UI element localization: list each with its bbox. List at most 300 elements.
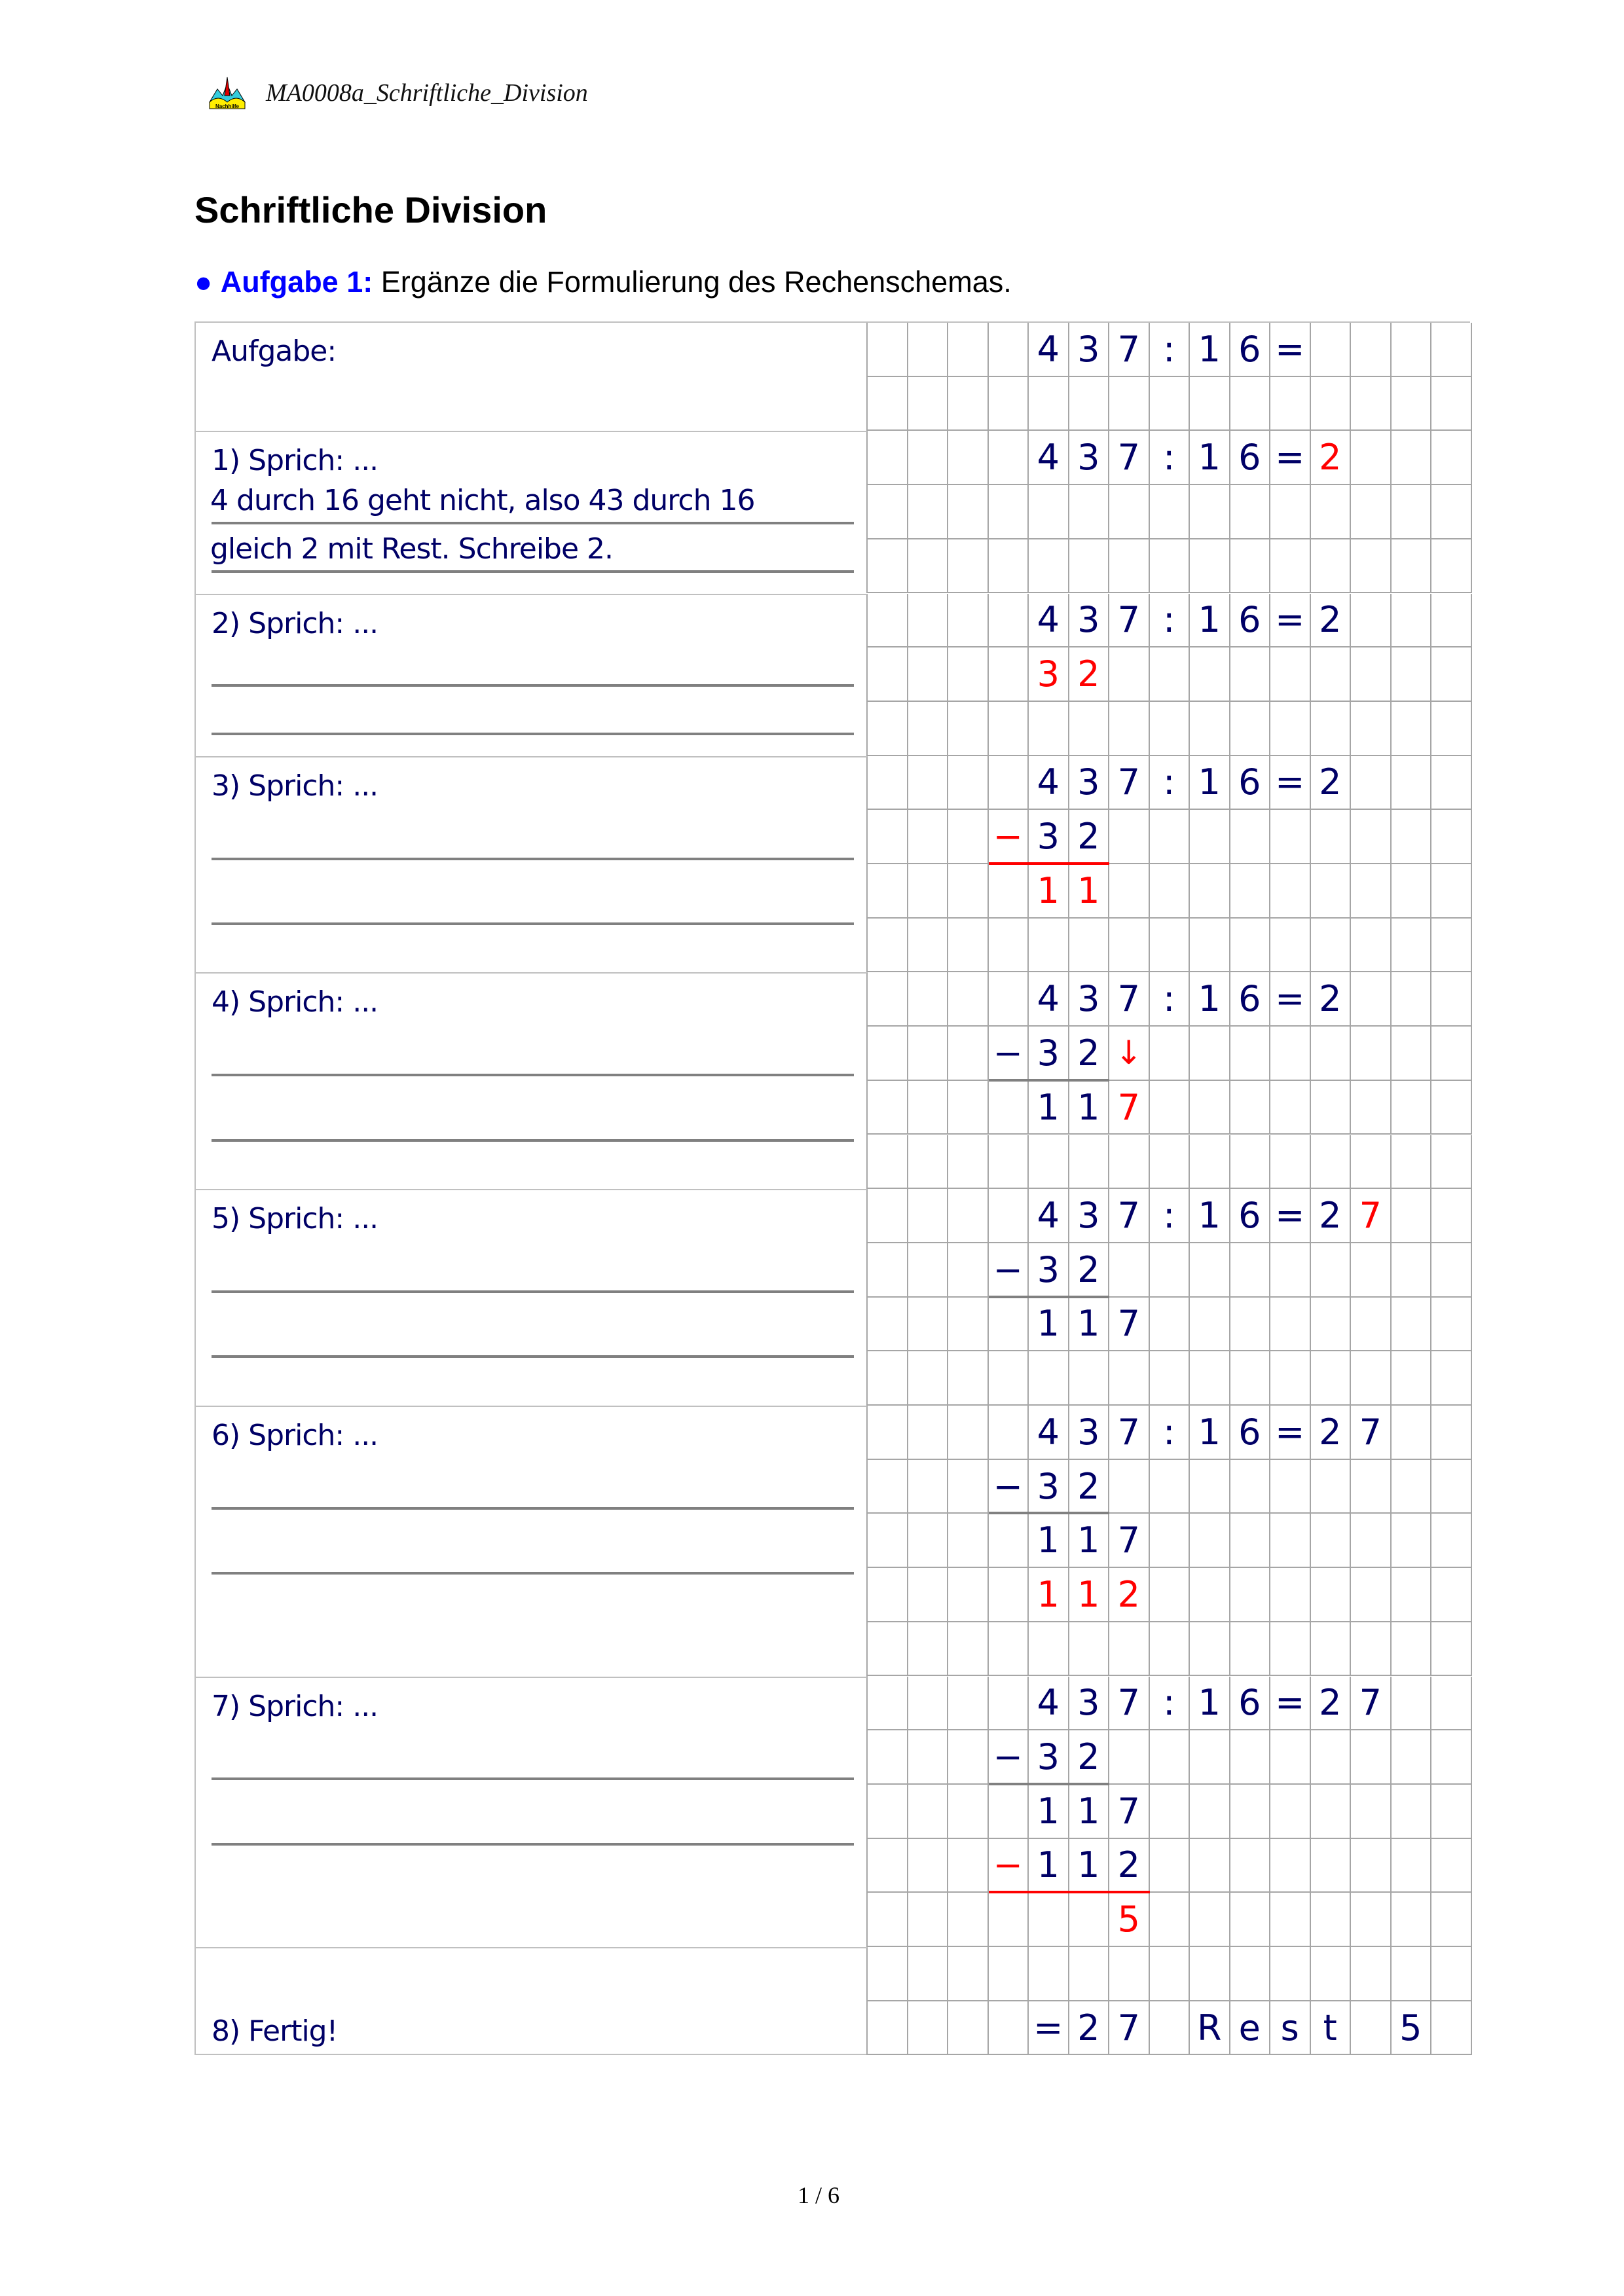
grid-cell[interactable]: 1 [1029,1081,1069,1135]
grid-cell[interactable] [1230,919,1271,973]
answer-write-line[interactable] [212,684,854,687]
grid-cell[interactable] [1392,972,1432,1027]
grid-cell[interactable]: : [1150,594,1190,648]
grid-cell[interactable] [1392,377,1432,431]
grid-cell[interactable] [908,485,949,539]
grid-cell[interactable]: 7 [1109,1189,1150,1243]
grid-cell[interactable] [908,1622,949,1677]
grid-cell[interactable]: 2 [1069,1460,1110,1514]
grid-cell[interactable] [1270,1135,1311,1190]
grid-cell[interactable] [1351,810,1392,864]
grid-cell[interactable] [1270,539,1311,594]
grid-cell[interactable] [908,1406,949,1460]
grid-cell[interactable] [1190,1243,1230,1298]
answer-write-line[interactable] [212,1074,854,1076]
grid-cell[interactable] [1270,1947,1311,2001]
grid-cell[interactable] [1150,1298,1190,1352]
grid-cell[interactable] [948,756,989,811]
grid-cell[interactable] [1431,1514,1472,1568]
grid-cell[interactable]: 2 [1311,1677,1352,1731]
grid-cell[interactable] [868,864,908,919]
grid-cell[interactable] [1311,323,1352,377]
grid-cell[interactable] [989,864,1029,919]
grid-cell[interactable] [948,2001,989,2056]
grid-cell[interactable] [1431,1135,1472,1190]
grid-cell[interactable] [1150,919,1190,973]
grid-cell[interactable] [989,1298,1029,1352]
grid-cell[interactable]: : [1150,972,1190,1027]
grid-cell[interactable] [1351,1081,1392,1135]
grid-cell[interactable]: 1 [1190,323,1230,377]
grid-cell[interactable] [1392,1622,1432,1677]
answer-write-line[interactable] [212,1507,854,1510]
grid-cell[interactable] [1351,1027,1392,1081]
grid-cell[interactable] [1270,1622,1311,1677]
grid-cell[interactable] [1190,1568,1230,1622]
grid-cell[interactable] [868,1893,908,1947]
grid-cell[interactable]: 5 [1109,1893,1150,1947]
grid-cell[interactable] [1431,2001,1472,2056]
grid-cell[interactable] [1150,1135,1190,1190]
grid-cell[interactable]: 3 [1069,1677,1110,1731]
grid-cell[interactable] [1431,323,1472,377]
grid-cell[interactable] [868,594,908,648]
grid-cell[interactable] [1190,377,1230,431]
grid-cell[interactable] [1150,1027,1190,1081]
grid-cell[interactable]: 3 [1029,810,1069,864]
answer-write-line[interactable] [212,1355,854,1358]
grid-cell[interactable]: 2 [1311,594,1352,648]
grid-cell[interactable]: 4 [1029,431,1069,485]
grid-cell[interactable] [1311,1027,1352,1081]
grid-cell[interactable] [989,1189,1029,1243]
grid-cell[interactable] [1029,702,1069,756]
grid-cell[interactable]: = [1270,323,1311,377]
grid-cell[interactable] [1190,647,1230,702]
grid-cell[interactable] [908,377,949,431]
grid-cell[interactable]: 6 [1230,1406,1271,1460]
grid-cell[interactable] [1351,485,1392,539]
grid-cell[interactable] [1270,1785,1311,1839]
grid-cell[interactable] [1392,1568,1432,1622]
grid-cell[interactable] [1351,1947,1392,2001]
grid-cell[interactable]: = [1029,2001,1069,2056]
grid-cell[interactable]: R [1190,2001,1230,2056]
grid-cell[interactable] [908,1460,949,1514]
grid-cell[interactable] [1351,1135,1392,1190]
answer-write-line[interactable] [212,1572,854,1575]
grid-cell[interactable] [1109,919,1150,973]
grid-cell[interactable] [948,485,989,539]
grid-cell[interactable] [1190,1081,1230,1135]
grid-cell[interactable] [1230,1568,1271,1622]
grid-cell[interactable] [868,1677,908,1731]
grid-cell[interactable] [1351,864,1392,919]
grid-cell[interactable]: 1 [1029,1298,1069,1352]
grid-cell[interactable] [868,377,908,431]
grid-cell[interactable] [908,1298,949,1352]
grid-cell[interactable] [1431,594,1472,648]
grid-cell[interactable] [1109,1243,1150,1298]
grid-cell[interactable] [1230,1243,1271,1298]
grid-cell[interactable] [948,323,989,377]
grid-cell[interactable] [1230,1514,1271,1568]
grid-cell[interactable] [1351,431,1392,485]
grid-cell[interactable] [1069,1893,1110,1947]
grid-cell[interactable] [1351,1298,1392,1352]
grid-cell[interactable]: : [1150,323,1190,377]
grid-cell[interactable] [908,1839,949,1893]
grid-cell[interactable] [1109,1135,1150,1190]
grid-cell[interactable] [868,919,908,973]
grid-cell[interactable]: − [989,1730,1029,1785]
grid-cell[interactable] [948,1785,989,1839]
answer-write-line[interactable] [212,1290,854,1293]
grid-cell[interactable] [948,864,989,919]
grid-cell[interactable] [1392,1514,1432,1568]
grid-cell[interactable] [989,1785,1029,1839]
grid-cell[interactable] [1351,1351,1392,1406]
grid-cell[interactable] [1351,539,1392,594]
grid-cell[interactable]: 2 [1311,1406,1352,1460]
grid-cell[interactable] [1109,1947,1150,2001]
grid-cell[interactable] [989,1677,1029,1731]
grid-cell[interactable]: 4 [1029,972,1069,1027]
grid-cell[interactable] [1431,1785,1472,1839]
grid-cell[interactable] [1431,1189,1472,1243]
answer-write-line[interactable] [212,570,854,573]
grid-cell[interactable] [1431,1622,1472,1677]
grid-cell[interactable] [1431,810,1472,864]
grid-cell[interactable] [1311,1081,1352,1135]
grid-cell[interactable] [868,1243,908,1298]
grid-cell[interactable]: = [1270,972,1311,1027]
grid-cell[interactable] [989,377,1029,431]
grid-cell[interactable] [1029,1351,1069,1406]
grid-cell[interactable] [1270,1351,1311,1406]
grid-cell[interactable] [868,810,908,864]
grid-cell[interactable] [1270,810,1311,864]
grid-cell[interactable] [908,972,949,1027]
grid-cell[interactable]: t [1311,2001,1352,2056]
grid-cell[interactable] [1431,1730,1472,1785]
grid-cell[interactable] [989,485,1029,539]
grid-cell[interactable] [1029,485,1069,539]
answer-write-line[interactable] [212,522,854,524]
grid-cell[interactable]: = [1270,1677,1311,1731]
grid-cell[interactable] [1311,1351,1352,1406]
grid-cell[interactable]: 7 [1109,431,1150,485]
grid-cell[interactable] [1230,702,1271,756]
grid-cell[interactable] [989,1622,1029,1677]
grid-cell[interactable] [1431,1893,1472,1947]
grid-cell[interactable]: 7 [1109,1406,1150,1460]
grid-cell[interactable]: 2 [1311,756,1352,811]
grid-cell[interactable] [948,1677,989,1731]
grid-cell[interactable] [1190,539,1230,594]
grid-cell[interactable] [1190,1135,1230,1190]
grid-cell[interactable] [948,1893,989,1947]
grid-cell[interactable]: 2 [1069,1027,1110,1081]
grid-cell[interactable] [1029,919,1069,973]
grid-cell[interactable]: 3 [1029,647,1069,702]
grid-cell[interactable] [1190,1027,1230,1081]
grid-cell[interactable] [1069,485,1110,539]
grid-cell[interactable]: s [1270,2001,1311,2056]
grid-cell[interactable] [1150,1785,1190,1839]
grid-cell[interactable] [1431,431,1472,485]
grid-cell[interactable] [1230,647,1271,702]
grid-cell[interactable]: 1 [1069,1081,1110,1135]
grid-cell[interactable]: 3 [1069,972,1110,1027]
grid-cell[interactable] [1190,1893,1230,1947]
grid-cell[interactable] [1230,1622,1271,1677]
grid-cell[interactable] [868,1351,908,1406]
grid-cell[interactable] [868,1298,908,1352]
grid-cell[interactable] [989,1568,1029,1622]
grid-cell[interactable] [948,1406,989,1460]
grid-cell[interactable] [1311,539,1352,594]
grid-cell[interactable] [989,2001,1029,2056]
grid-cell[interactable]: 7 [1109,1514,1150,1568]
grid-cell[interactable] [1351,647,1392,702]
grid-cell[interactable] [1270,1027,1311,1081]
grid-cell[interactable]: 4 [1029,594,1069,648]
grid-cell[interactable] [948,702,989,756]
grid-cell[interactable]: 1 [1069,864,1110,919]
grid-cell[interactable] [1431,1298,1472,1352]
grid-cell[interactable]: 2 [1069,1243,1110,1298]
grid-cell[interactable] [1311,1514,1352,1568]
answer-write-line[interactable] [212,1777,854,1780]
grid-cell[interactable] [1392,1730,1432,1785]
grid-cell[interactable] [1392,1135,1432,1190]
grid-cell[interactable] [1392,756,1432,811]
grid-cell[interactable] [1150,1622,1190,1677]
grid-cell[interactable] [1351,702,1392,756]
grid-cell[interactable]: 6 [1230,323,1271,377]
grid-cell[interactable] [948,594,989,648]
grid-cell[interactable] [948,1135,989,1190]
grid-cell[interactable] [908,756,949,811]
grid-cell[interactable] [868,1785,908,1839]
grid-cell[interactable]: 7 [1109,323,1150,377]
grid-cell[interactable] [1311,1622,1352,1677]
grid-cell[interactable] [1270,1298,1311,1352]
grid-cell[interactable] [1109,702,1150,756]
grid-cell[interactable] [989,972,1029,1027]
grid-cell[interactable] [989,594,1029,648]
grid-cell[interactable]: 1 [1069,1568,1110,1622]
grid-cell[interactable] [868,2001,908,2056]
grid-cell[interactable] [1392,1947,1432,2001]
grid-cell[interactable] [868,485,908,539]
grid-cell[interactable] [1351,1568,1392,1622]
grid-cell[interactable] [989,919,1029,973]
grid-cell[interactable] [1109,864,1150,919]
grid-cell[interactable]: 7 [1351,1406,1392,1460]
grid-cell[interactable] [1230,539,1271,594]
grid-cell[interactable] [1311,1893,1352,1947]
grid-cell[interactable] [1230,1785,1271,1839]
grid-cell[interactable]: 4 [1029,756,1069,811]
grid-cell[interactable] [908,1730,949,1785]
grid-cell[interactable] [948,1298,989,1352]
grid-cell[interactable]: 5 [1392,2001,1432,2056]
grid-cell[interactable] [989,1081,1029,1135]
grid-cell[interactable]: − [989,1839,1029,1893]
grid-cell[interactable] [948,539,989,594]
grid-cell[interactable] [868,431,908,485]
grid-cell[interactable] [948,1189,989,1243]
grid-cell[interactable]: : [1150,431,1190,485]
grid-cell[interactable] [1431,1027,1472,1081]
grid-cell[interactable]: 4 [1029,1406,1069,1460]
grid-cell[interactable] [1392,1839,1432,1893]
grid-cell[interactable] [1190,1839,1230,1893]
grid-cell[interactable] [1311,1785,1352,1839]
grid-cell[interactable] [948,1081,989,1135]
grid-cell[interactable] [1150,1081,1190,1135]
grid-cell[interactable] [989,1351,1029,1406]
grid-cell[interactable] [1109,1460,1150,1514]
grid-cell[interactable] [1029,1622,1069,1677]
grid-cell[interactable] [1270,919,1311,973]
answer-write-line[interactable] [212,858,854,860]
grid-cell[interactable] [1230,1351,1271,1406]
grid-cell[interactable] [1190,810,1230,864]
grid-cell[interactable] [1392,539,1432,594]
grid-cell[interactable] [1230,1135,1271,1190]
grid-cell[interactable]: 7 [1351,1189,1392,1243]
grid-cell[interactable] [1270,1893,1311,1947]
grid-cell[interactable]: 1 [1190,431,1230,485]
grid-cell[interactable] [908,1135,949,1190]
answer-write-line[interactable] [212,922,854,925]
grid-cell[interactable]: 1 [1069,1514,1110,1568]
grid-cell[interactable]: 1 [1069,1298,1110,1352]
grid-cell[interactable] [1392,702,1432,756]
grid-cell[interactable] [908,647,949,702]
grid-cell[interactable] [948,1243,989,1298]
grid-cell[interactable] [1230,1081,1271,1135]
grid-cell[interactable] [1311,1839,1352,1893]
grid-cell[interactable] [1270,377,1311,431]
grid-cell[interactable]: 3 [1069,594,1110,648]
grid-cell[interactable] [948,1730,989,1785]
grid-cell[interactable] [1431,1406,1472,1460]
grid-cell[interactable] [1230,1027,1271,1081]
grid-cell[interactable] [1270,1460,1311,1514]
grid-cell[interactable] [1029,377,1069,431]
grid-cell[interactable] [989,1406,1029,1460]
grid-cell[interactable]: 1 [1029,1568,1069,1622]
grid-cell[interactable] [1029,1947,1069,2001]
grid-cell[interactable]: 1 [1069,1839,1110,1893]
grid-cell[interactable]: 2 [1311,431,1352,485]
grid-cell[interactable] [1069,919,1110,973]
grid-cell[interactable] [1150,647,1190,702]
grid-cell[interactable] [1351,919,1392,973]
grid-cell[interactable]: 4 [1029,1189,1069,1243]
grid-cell[interactable] [868,1189,908,1243]
grid-cell[interactable] [1150,485,1190,539]
grid-cell[interactable] [1069,1351,1110,1406]
grid-cell[interactable]: 6 [1230,1189,1271,1243]
grid-cell[interactable] [1190,919,1230,973]
grid-cell[interactable]: 1 [1190,972,1230,1027]
grid-cell[interactable] [948,1839,989,1893]
grid-cell[interactable] [1431,1460,1472,1514]
grid-cell[interactable]: = [1270,1189,1311,1243]
grid-cell[interactable] [1150,2001,1190,2056]
grid-cell[interactable] [989,431,1029,485]
grid-cell[interactable] [948,1514,989,1568]
grid-cell[interactable] [868,702,908,756]
grid-cell[interactable] [1270,1839,1311,1893]
grid-cell[interactable]: 3 [1069,1406,1110,1460]
grid-cell[interactable] [908,1785,949,1839]
grid-cell[interactable] [1270,1081,1311,1135]
grid-cell[interactable]: 7 [1109,972,1150,1027]
grid-cell[interactable] [1190,1460,1230,1514]
grid-cell[interactable] [989,702,1029,756]
grid-cell[interactable] [1230,485,1271,539]
grid-cell[interactable] [868,539,908,594]
grid-cell[interactable] [1392,1406,1432,1460]
grid-cell[interactable] [1069,702,1110,756]
grid-cell[interactable] [948,1351,989,1406]
grid-cell[interactable] [908,539,949,594]
grid-cell[interactable] [1069,1947,1110,2001]
grid-cell[interactable] [1150,1514,1190,1568]
grid-cell[interactable] [1431,485,1472,539]
grid-cell[interactable]: 6 [1230,972,1271,1027]
grid-cell[interactable] [1029,1135,1069,1190]
grid-cell[interactable] [1311,1460,1352,1514]
grid-cell[interactable] [908,864,949,919]
grid-cell[interactable] [1230,1460,1271,1514]
grid-cell[interactable]: 6 [1230,431,1271,485]
grid-cell[interactable] [908,919,949,973]
grid-cell[interactable] [1311,702,1352,756]
grid-cell[interactable] [868,1135,908,1190]
grid-cell[interactable] [1431,1677,1472,1731]
grid-cell[interactable] [1392,1298,1432,1352]
grid-cell[interactable] [989,756,1029,811]
grid-cell[interactable] [908,1893,949,1947]
grid-cell[interactable] [1431,539,1472,594]
grid-cell[interactable] [1069,1135,1110,1190]
grid-cell[interactable] [1431,756,1472,811]
grid-cell[interactable] [908,702,949,756]
grid-cell[interactable] [1431,864,1472,919]
grid-cell[interactable] [868,1460,908,1514]
grid-cell[interactable]: 4 [1029,323,1069,377]
grid-cell[interactable]: − [989,1243,1029,1298]
grid-cell[interactable] [868,1622,908,1677]
grid-cell[interactable] [948,1568,989,1622]
grid-cell[interactable] [1351,972,1392,1027]
grid-cell[interactable] [1351,1622,1392,1677]
grid-cell[interactable]: 1 [1190,594,1230,648]
grid-cell[interactable] [1392,1027,1432,1081]
grid-cell[interactable] [1190,702,1230,756]
grid-cell[interactable]: 1 [1029,1785,1069,1839]
grid-cell[interactable]: 1 [1190,1677,1230,1731]
grid-cell[interactable] [1311,647,1352,702]
grid-cell[interactable] [908,810,949,864]
